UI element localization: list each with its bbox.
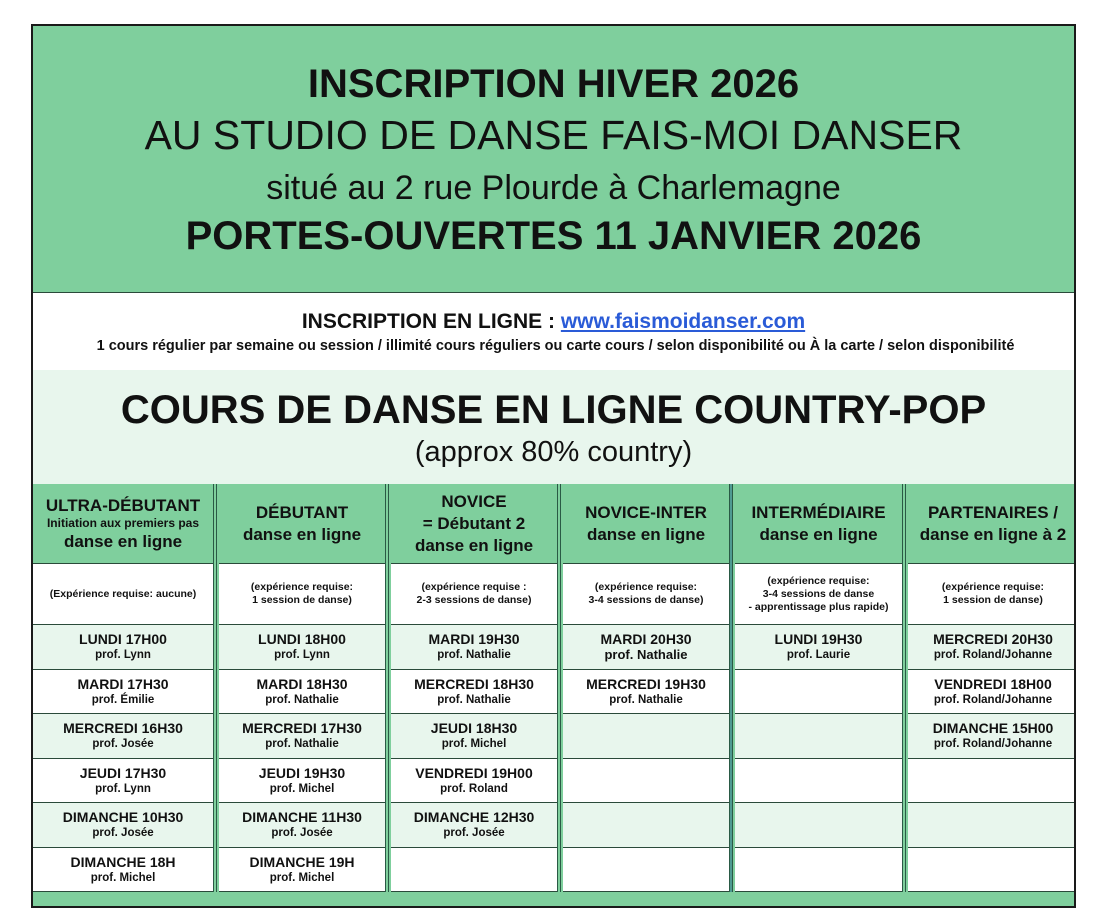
slot-teacher: prof. Laurie (786, 649, 851, 662)
level-subtitle: = Débutant 2 (422, 513, 526, 533)
level-requirement (219, 564, 385, 625)
slot-teacher: prof. Michel (441, 738, 507, 751)
slot-teacher: prof. Josée (271, 827, 333, 840)
level-requirement (391, 564, 557, 625)
class-slot-empty (908, 759, 1076, 804)
level-requirement (735, 564, 902, 625)
slot-day-time: JEUDI 17H30 (79, 764, 167, 781)
slot-day-time: MERCREDI 20H30 (933, 631, 1053, 648)
requirement-line: (expérience requise: (594, 581, 698, 593)
class-slot (391, 803, 557, 848)
class-slot-empty (735, 848, 902, 893)
slot-day-time: JEUDI 19H30 (258, 764, 346, 781)
slot-teacher: prof. Nathalie (604, 647, 688, 663)
level-name: PARTENAIRES / (927, 502, 1059, 522)
class-slot-empty (735, 759, 902, 804)
slot-day-time: DIMANCHE 18H (70, 853, 176, 870)
column-separator (902, 484, 906, 892)
requirement-line: 3-4 sessions de danse) (588, 594, 704, 606)
class-slot (33, 759, 213, 804)
requirement-line: (expérience requise: (767, 574, 870, 587)
level-column-intermediaire (735, 484, 902, 892)
slot-teacher: prof. Michel (269, 871, 335, 884)
course-subtitle: (approx 80% country) (414, 436, 693, 468)
online-registration-title (33, 310, 1074, 334)
slot-teacher: prof. Nathalie (609, 693, 683, 706)
column-separator (729, 484, 733, 892)
online-registration-section (33, 294, 1074, 370)
slot-teacher: prof. Nathalie (437, 693, 511, 706)
slot-day-time: MARDI 17H30 (77, 675, 169, 692)
studio-address: situé au 2 rue Plourde à Charlemagne (266, 169, 841, 207)
class-slot (908, 625, 1076, 670)
class-slot-empty (908, 803, 1076, 848)
slot-teacher: prof. Josée (92, 738, 154, 751)
slot-teacher: prof. Nathalie (437, 649, 511, 662)
level-style: danse en ligne (586, 524, 706, 544)
class-slot (33, 848, 213, 893)
level-column-novice (391, 484, 557, 892)
level-name: NOVICE (441, 491, 507, 511)
slot-teacher: prof. Lynn (274, 649, 330, 662)
slot-day-time: MARDI 18H30 (256, 675, 348, 692)
class-slot-empty (735, 670, 902, 715)
level-style: danse en ligne (759, 524, 878, 544)
requirement-line: 3-4 sessions de danse (762, 587, 875, 600)
pricing-formulas: 1 cours régulier par semaine ou session / illimité cours réguliers ou carte cours / selon disponibilité ou À la carte / selon disponibilité (96, 338, 1015, 354)
level-header (33, 484, 213, 564)
level-requirement (908, 564, 1076, 625)
course-title-section (33, 370, 1074, 484)
class-slot (391, 714, 557, 759)
requirement-line: (expérience requise: (941, 581, 1045, 593)
slot-day-time: DIMANCHE 10H30 (62, 809, 184, 826)
level-name: ULTRA-DÉBUTANT (45, 495, 201, 515)
studio-name: AU STUDIO DE DANSE FAIS-MOI DANSER (144, 112, 963, 158)
level-requirement (33, 564, 213, 625)
online-registration-label: INSCRIPTION EN LIGNE : (301, 310, 561, 333)
slot-teacher: prof. Roland (440, 782, 508, 795)
class-slot (33, 625, 213, 670)
level-header (563, 484, 729, 564)
slot-teacher: prof. Roland/Johanne (933, 693, 1053, 706)
course-title: COURS DE DANSE EN LIGNE COUNTRY-POP (120, 388, 987, 432)
slot-day-time: LUNDI 19H30 (774, 631, 863, 648)
requirement-line: 2-3 sessions de danse) (416, 594, 532, 606)
requirement-line: (expérience requise: (250, 581, 354, 593)
level-column-novice-inter (563, 484, 729, 892)
class-slot (219, 759, 385, 804)
requirement-line: - apprentissage plus rapide) (748, 600, 889, 613)
class-slot-empty (391, 848, 557, 893)
slot-day-time: DIMANCHE 11H30 (242, 809, 362, 826)
slot-teacher: prof. Michel (269, 782, 335, 795)
level-style: danse en ligne (242, 524, 362, 544)
slot-day-time: MARDI 19H30 (428, 631, 520, 648)
class-slot-empty (735, 803, 902, 848)
level-header (735, 484, 902, 564)
slot-day-time: MERCREDI 19H30 (586, 675, 706, 692)
level-name: NOVICE-INTER (585, 502, 707, 522)
class-slot (33, 803, 213, 848)
slot-teacher: prof. Nathalie (265, 738, 339, 751)
slot-teacher: prof. Michel (90, 871, 156, 884)
slot-day-time: LUNDI 17H00 (79, 631, 167, 648)
class-slot (563, 625, 729, 670)
class-slot (908, 670, 1076, 715)
class-slot-empty (908, 848, 1076, 893)
class-slot (391, 625, 557, 670)
class-slot (219, 803, 385, 848)
slot-day-time: DIMANCHE 15H00 (932, 720, 1054, 737)
requirement-line: 1 session de danse) (943, 594, 1043, 606)
column-separator (385, 484, 389, 892)
class-slot (33, 714, 213, 759)
class-slot-empty (735, 714, 902, 759)
column-separator (213, 484, 217, 892)
slot-teacher: prof. Josée (92, 827, 154, 840)
website-link[interactable]: www.faismoidanser.com (560, 310, 806, 333)
slot-day-time: VENDREDI 18H00 (934, 675, 1052, 692)
requirement-line: 1 session de danse) (252, 594, 352, 606)
class-slot (219, 714, 385, 759)
class-slot (219, 848, 385, 893)
level-header (219, 484, 385, 564)
slot-teacher: prof. Lynn (95, 649, 151, 662)
level-column-debutant (219, 484, 385, 892)
level-name: INTERMÉDIAIRE (751, 502, 886, 522)
class-slot (563, 670, 729, 715)
class-slot-empty (563, 848, 729, 893)
column-separator (557, 484, 561, 892)
slot-day-time: MARDI 20H30 (600, 631, 692, 648)
slot-day-time: MERCREDI 17H30 (242, 720, 362, 737)
level-style: danse en ligne à 2 (919, 524, 1067, 544)
slot-teacher: prof. Roland/Johanne (933, 649, 1053, 662)
level-header (908, 484, 1076, 564)
registration-title: INSCRIPTION HIVER 2026 (307, 62, 800, 106)
requirement-line: (Expérience requise: aucune) (49, 587, 197, 600)
level-style: danse en ligne (414, 535, 534, 555)
slot-day-time: LUNDI 18H00 (258, 631, 346, 648)
level-header (391, 484, 557, 564)
slot-teacher: prof. Nathalie (265, 693, 339, 706)
slot-day-time: VENDREDI 19H00 (415, 764, 533, 781)
slot-day-time: JEUDI 18H30 (430, 720, 518, 737)
slot-teacher: prof. Lynn (95, 782, 151, 795)
class-slot-empty (563, 759, 729, 804)
level-requirement (563, 564, 729, 625)
level-name: DÉBUTANT (255, 502, 349, 522)
class-slot (219, 625, 385, 670)
registration-banner (33, 26, 1074, 293)
slot-day-time: MERCREDI 16H30 (63, 720, 183, 737)
class-slot-empty (563, 714, 729, 759)
class-slot (908, 714, 1076, 759)
level-subtitle: Initiation aux premiers pas (46, 515, 200, 530)
level-column-partenaires (908, 484, 1076, 892)
class-slot (391, 759, 557, 804)
schedule-poster (31, 24, 1076, 908)
level-style: danse en ligne (63, 531, 183, 551)
slot-day-time: DIMANCHE 12H30 (413, 809, 535, 826)
class-slot (735, 625, 902, 670)
open-house-date: PORTES-OUVERTES 11 JANVIER 2026 (185, 214, 922, 258)
class-slot (33, 670, 213, 715)
schedule-grid (33, 484, 1074, 908)
slot-teacher: prof. Émilie (91, 693, 155, 706)
requirement-line: (expérience requise : (421, 581, 527, 593)
level-column-ultra-debutant (33, 484, 213, 892)
class-slot (219, 670, 385, 715)
slot-day-time: DIMANCHE 19H (249, 853, 355, 870)
slot-day-time: MERCREDI 18H30 (414, 675, 534, 692)
slot-teacher: prof. Josée (443, 827, 505, 840)
class-slot-empty (563, 803, 729, 848)
class-slot (391, 670, 557, 715)
slot-teacher: prof. Roland/Johanne (933, 738, 1053, 751)
